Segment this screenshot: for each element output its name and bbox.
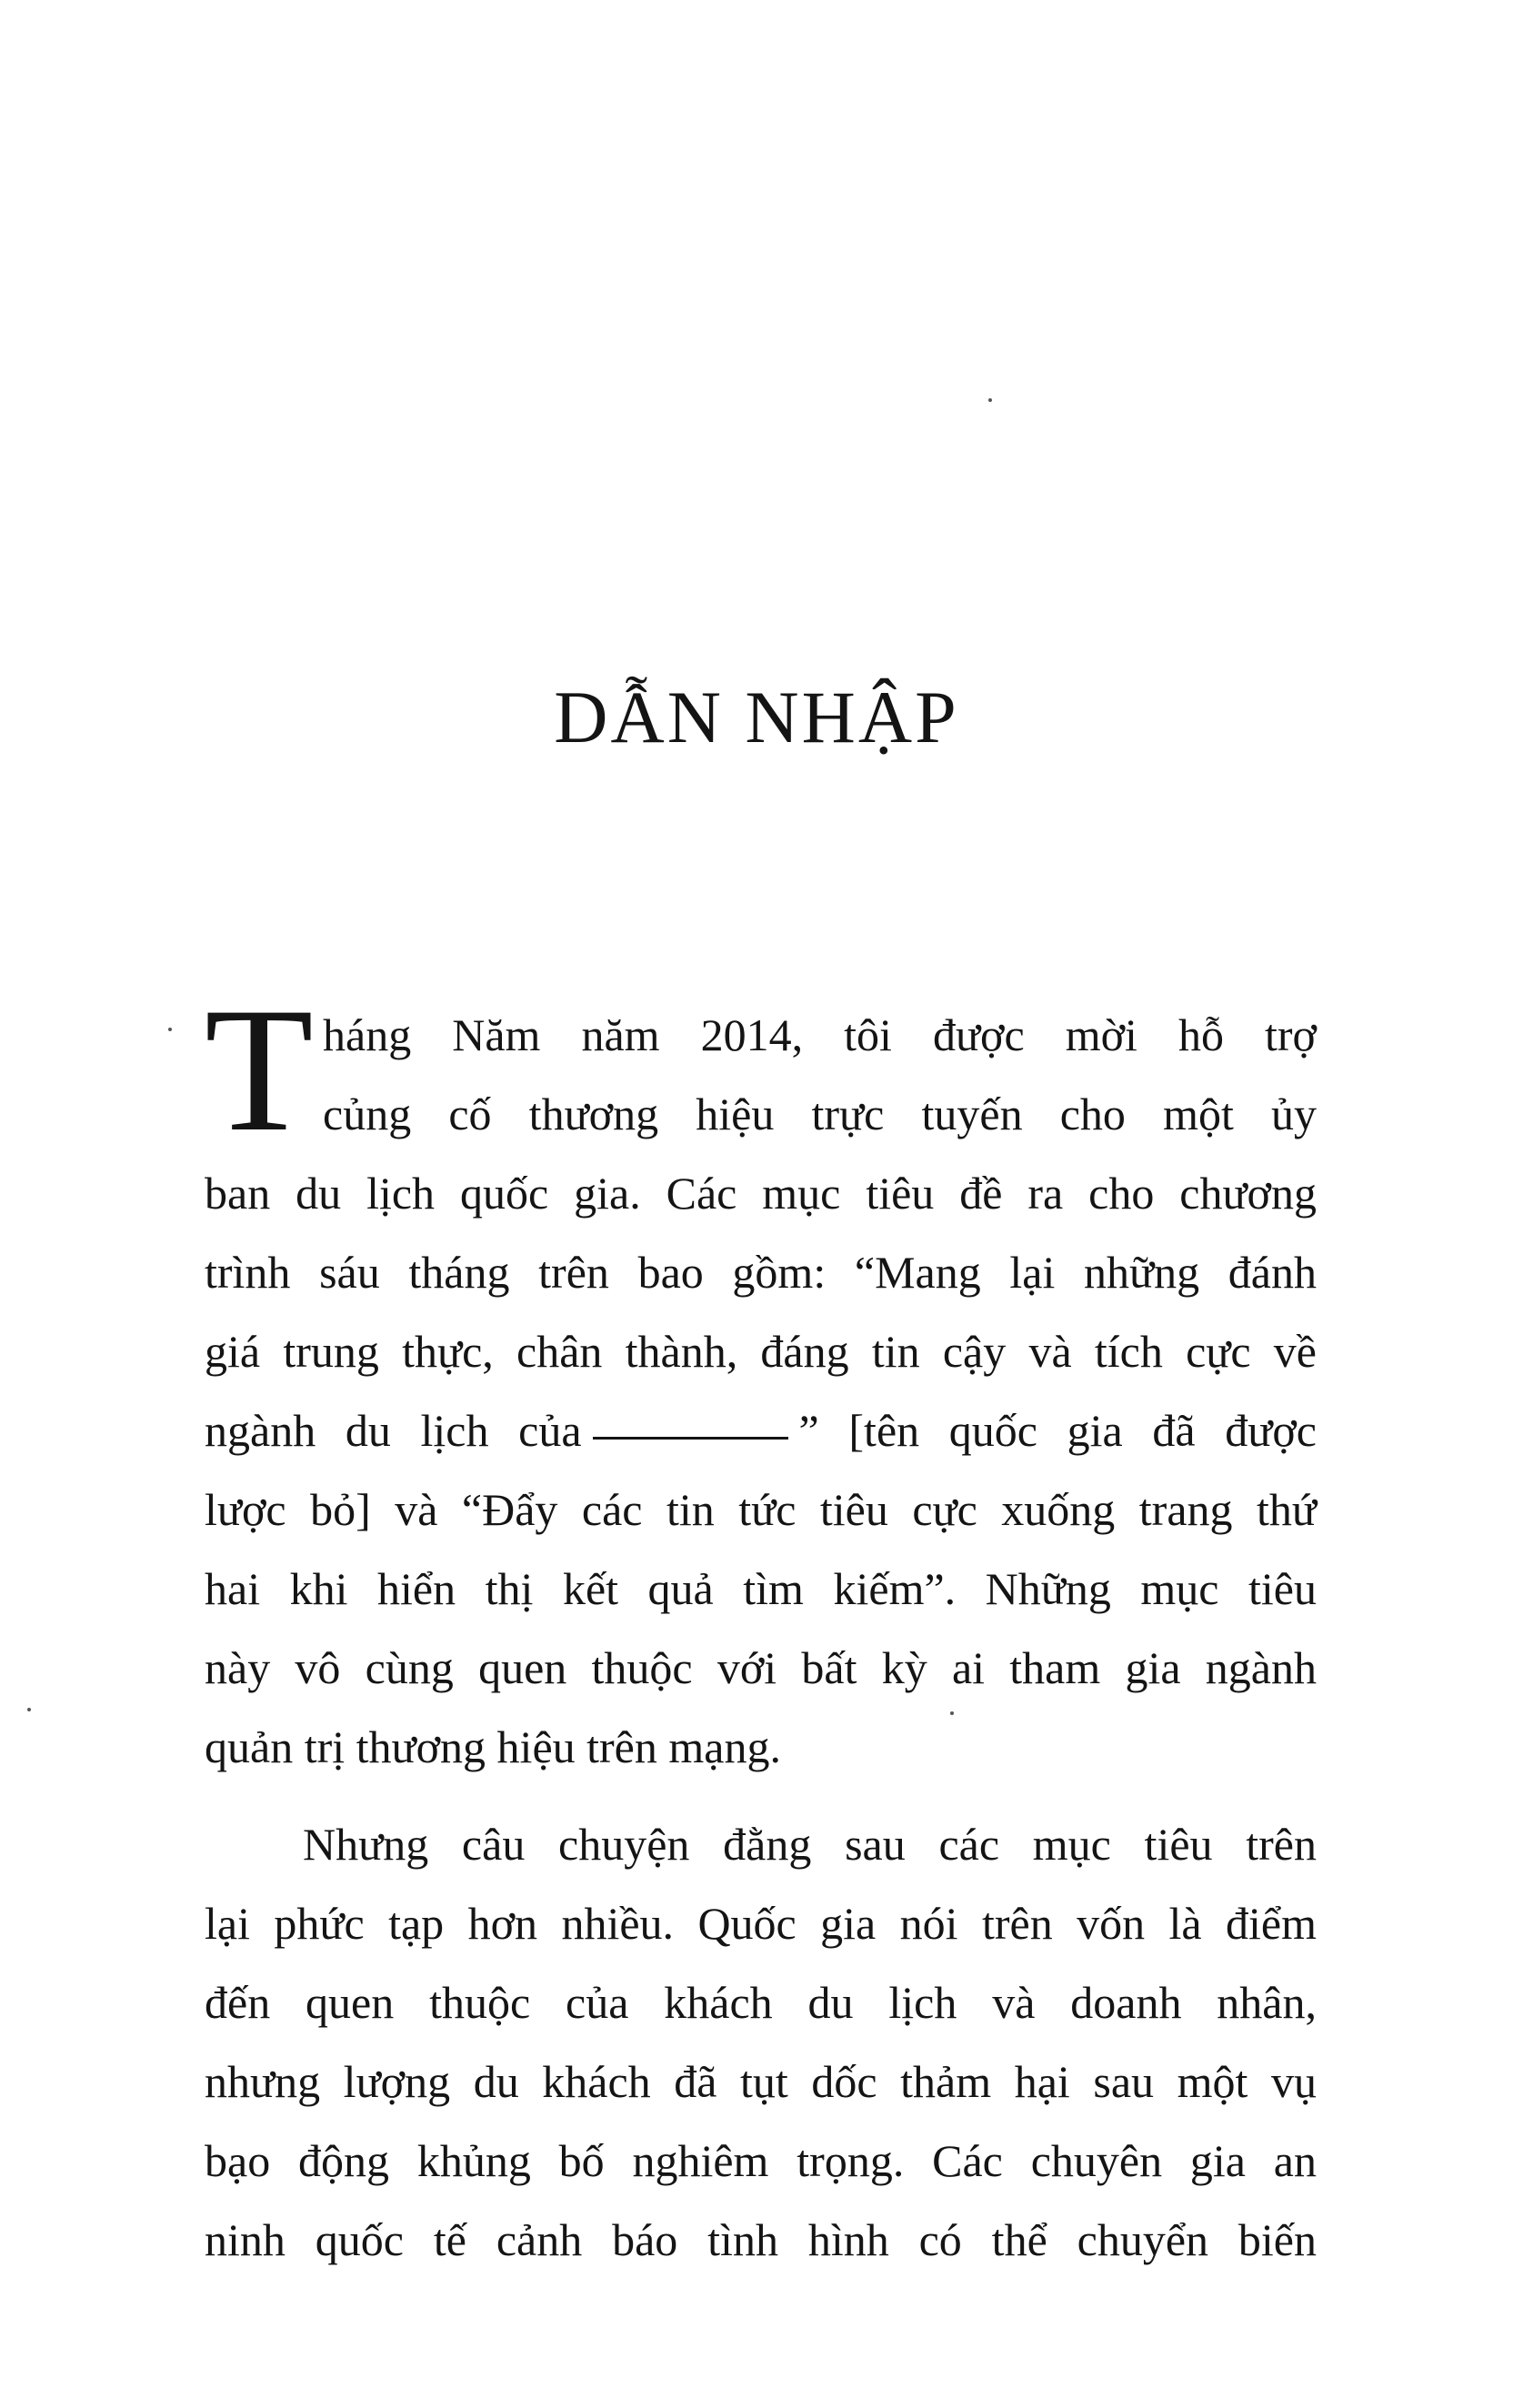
text-line: hai khi hiển thị kết quả tìm kiếm”. Những mục tiêu	[205, 1563, 1317, 1614]
text-line: nhưng lượng du khách đã tụt dốc thảm hại sau một vụ	[205, 2056, 1317, 2107]
text-line: ban du lịch quốc gia. Các mục tiêu đề ra cho chương	[205, 1168, 1317, 1219]
text-line: Nhưng câu chuyện đằng sau các mục tiêu trên	[303, 1819, 1317, 1870]
text-fragment: ngành du lịch của	[205, 1405, 582, 1456]
scan-speck	[950, 1711, 954, 1715]
text-line: giá trung thực, chân thành, đáng tin cậy và tích cực về	[205, 1326, 1317, 1377]
paragraph-intro	[205, 971, 1317, 1787]
text-line: ninh quốc tế cảnh báo tình hình có thể chuyển biến	[205, 2214, 1317, 2265]
scan-speck	[27, 1708, 31, 1711]
text-line: này vô cùng quen thuộc với bất kỳ ai tham gia ngành	[205, 1642, 1317, 1693]
chapter-title: DẪN NHẬP	[554, 676, 959, 758]
text-line: lược bỏ] và “Đẩy các tin tức tiêu cực xuống trang thứ	[205, 1484, 1317, 1535]
text-line: bạo động khủng bố nghiêm trọng. Các chuyên gia an	[205, 2135, 1317, 2186]
text-line: củng cố thương hiệu trực tuyến cho một ủy	[323, 1089, 1317, 1139]
drop-cap: T	[205, 971, 314, 1169]
text-line-with-blank	[205, 1391, 1317, 1470]
text-line: trình sáu tháng trên bao gồm: “Mang lại những đánh	[205, 1247, 1317, 1298]
paragraph-second	[205, 1805, 1317, 2280]
scan-speck	[988, 398, 992, 402]
scan-speck	[168, 1028, 172, 1031]
text-line: quản trị thương hiệu trên mạng.	[205, 1721, 781, 1772]
text-line: háng Năm năm 2014, tôi được mời hỗ trợ	[323, 1009, 1317, 1060]
text-fragment: ” [tên quốc gia đã được	[798, 1405, 1317, 1456]
text-line: lại phức tạp hơn nhiều. Quốc gia nói trên vốn là điểm	[205, 1898, 1317, 1949]
redacted-blank	[593, 1437, 788, 1440]
text-line: đến quen thuộc của khách du lịch và doanh nhân,	[205, 1977, 1317, 2028]
